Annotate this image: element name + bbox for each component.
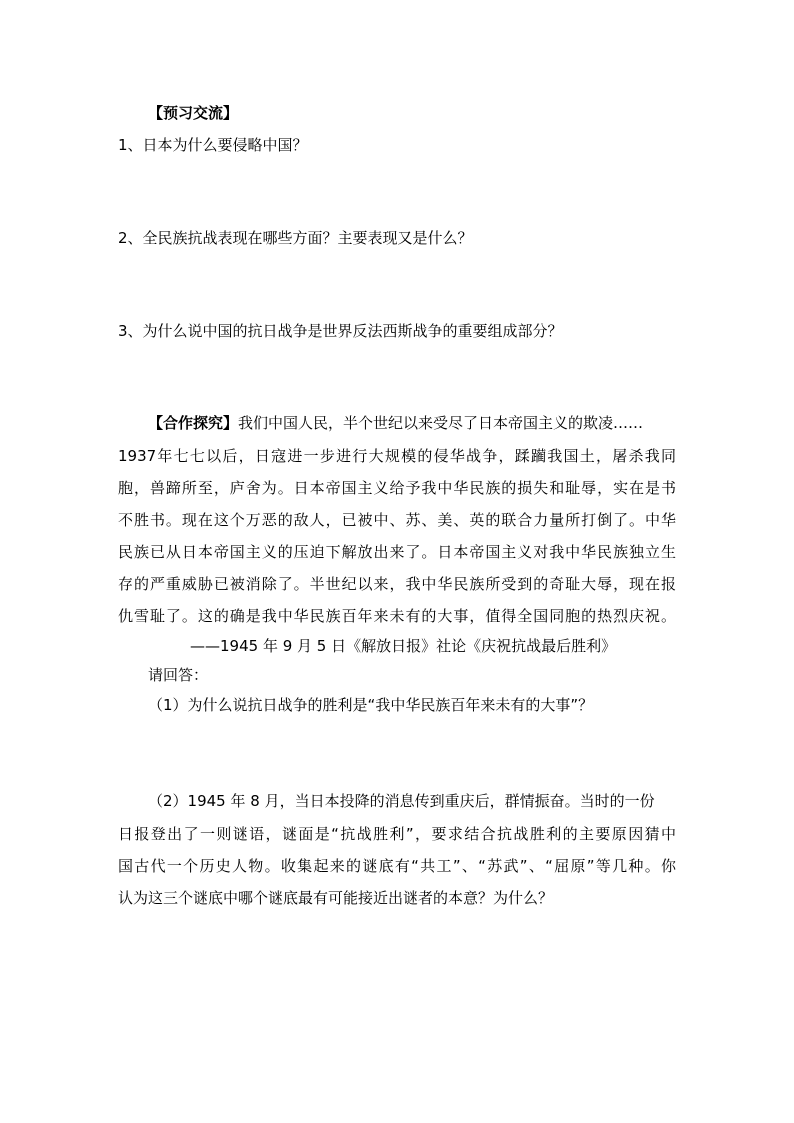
passage-source: ——1945 年 9 月 5 日《解放日报》社论《庆祝抗战最后胜利》 [190, 637, 617, 655]
cooperation-question-2-line-3: 国古代一个历史人物。收集起来的谜底有“共工”、“苏武”、“屈原”等几种。你 [118, 857, 676, 875]
passage-line-6: 存的严重威胁已被消除了。半世纪以来，我中华民族所受到的奇耻大辱，现在报 [118, 575, 676, 593]
passage-line-3: 胞，兽蹄所至，庐舍为。日本帝国主义给予我中华民族的损失和耻辱，实在是书 [118, 479, 676, 497]
preview-question-2: 2、全民族抗战表现在哪些方面？主要表现又是什么？ [118, 229, 473, 247]
answer-prompt: 请回答： [148, 666, 209, 684]
cooperation-heading: 【合作探究】 [148, 414, 239, 432]
passage-line-1: 我们中国人民，半个世纪以来受尽了日本帝国主义的欺凌…… [238, 414, 644, 432]
preview-question-1: 1、日本为什么要侵略中国？ [118, 136, 308, 154]
cooperation-question-2-line-2: 日报登出了一则谜语，谜面是“抗战胜利”，要求结合抗战胜利的主要原因猜中 [118, 825, 676, 843]
passage-line-5: 民族已从日本帝国主义的压迫下解放出来了。日本帝国主义对我中华民族独立生 [118, 543, 676, 561]
preview-question-3: 3、为什么说中国的抗日战争是世界反法西斯战争的重要组成部分？ [118, 322, 563, 340]
cooperation-first-line [148, 413, 643, 433]
cooperation-question-2-line-1: （2）1945 年 8 月，当日本投降的消息传到重庆后，群情振奋。当时的一份 [148, 792, 655, 810]
cooperation-question-2-line-4: 认为这三个谜底中哪个谜底最有可能接近出谜者的本意？为什么？ [118, 889, 554, 907]
passage-line-4: 不胜书。现在这个万恶的敌人，已被中、苏、美、英的联合力量所打倒了。中华 [118, 511, 676, 529]
cooperation-question-1: （1）为什么说抗日战争的胜利是“我中华民族百年来未有的大事”？ [148, 696, 594, 714]
passage-line-2: 1937年七七以后，日寇进一步进行大规模的侵华战争，蹂躏我国土，屠杀我同 [118, 447, 676, 465]
passage-line-7: 仇雪耻了。这的确是我中华民族百年来未有的大事，值得全国同胞的热烈庆祝。 [118, 607, 676, 625]
preview-heading: 【预习交流】 [148, 104, 239, 122]
